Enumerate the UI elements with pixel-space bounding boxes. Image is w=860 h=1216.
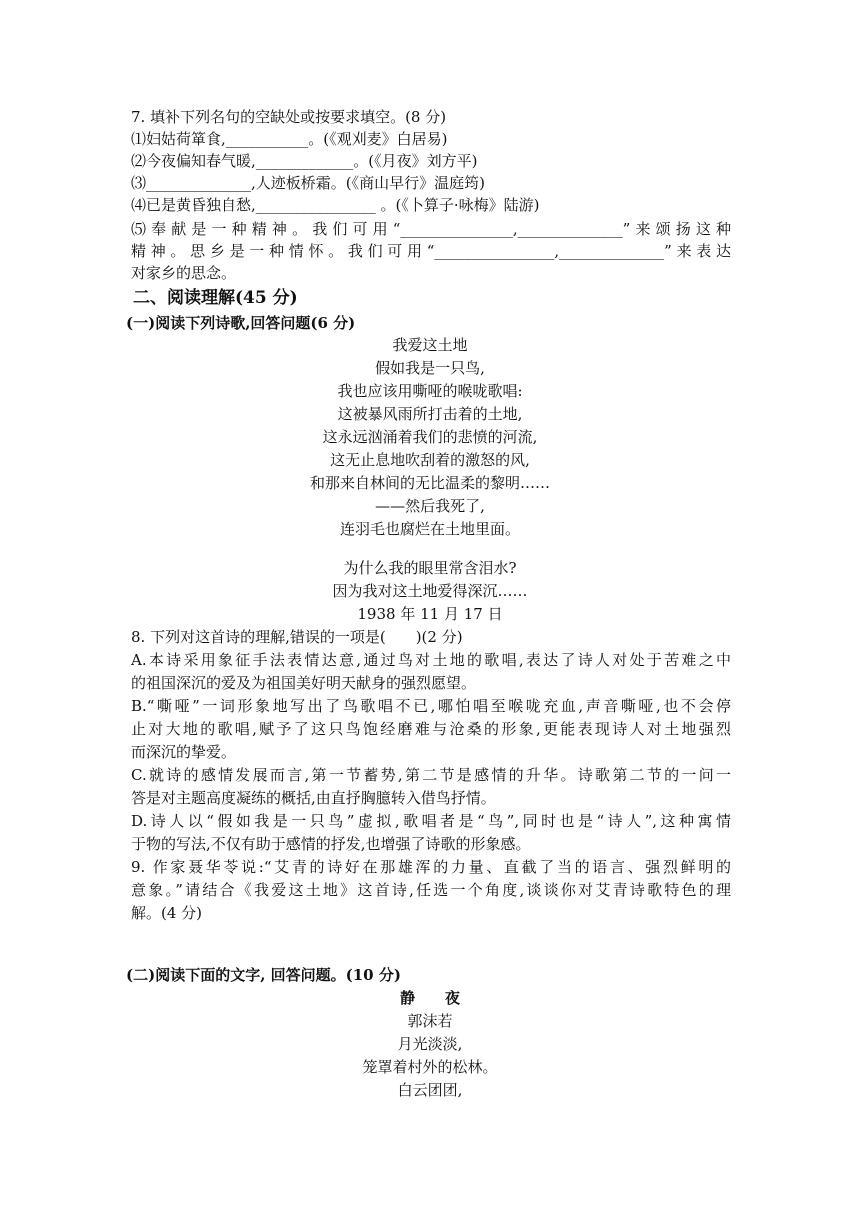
poem1-line: 因为我对这土地爱得深沉…… [332,582,528,600]
poem1-line: 这无止息地吹刮着的激怒的风, [330,451,530,469]
part1-heading: (一)阅读下列诗歌,回答问题(6 分) [126,314,356,332]
poem1-line: 为什么我的眼里常含泪水? [343,559,517,577]
q7-item-5-line-2: 精神。思乡是一种情怀。我们可用“________________,______________”来表达 [131,242,731,260]
q8-option-b: B.“嘶哑”一词形象地写出了鸟歌唱不已,哪怕唱至喉咙充血,声音嘶哑,也不会停 [131,697,731,715]
poem2-title: 静 夜 [399,989,460,1007]
q8-option-c-cont: 答是对主题高度凝练的概括,由直抒胸臆转入借鸟抒情。 [131,789,496,807]
q8-option-d: D.诗人以“假如我是一只鸟”虚拟,歌唱者是“鸟”,同时也是“诗人”,这种寓情 [131,812,731,830]
poem2-line: 笼罩着村外的松林。 [362,1058,498,1076]
poem2-line: 月光淡淡, [397,1035,463,1053]
q9-stem-cont: 意象。”请结合《我爱这土地》这首诗,任选一个角度,谈谈你对艾青诗歌特色的理 [131,881,731,899]
poem1-line: 我也应该用嘶哑的喉咙歌唱: [337,382,523,400]
q7-item-3: ⑶______________,人迹板桥霜。(《商山早行》温庭筠) [131,174,485,192]
poem1-line: 连羽毛也腐烂在土地里面。 [339,520,520,538]
poem1-title: 我爱这土地 [392,336,468,354]
q8-option-a: A.本诗采用象征手法表情达意,通过鸟对土地的歌唱,表达了诗人对处于苦难之中 [131,651,731,669]
poem1-line: ——然后我死了, [375,497,485,515]
q7-title: 7. 填补下列名句的空缺处或按要求填空。(8 分) [131,108,447,126]
poem2-author: 郭沫若 [407,1012,453,1030]
q7-item-4: ⑷已是黄昏独自愁,________________ 。(《卜算子·咏梅》陆游) [131,196,540,214]
section-heading: 二、阅读理解(45 分) [133,288,298,308]
poem1-line: 和那来自林间的无比温柔的黎明…… [309,474,550,492]
q7-item-5-line-1: ⑸奉献是一种精神。我们可用“_______________,______________”来颂扬这种 [131,220,731,238]
q8-option-b-cont: 止对大地的歌唱,赋予了这只鸟饱经磨难与沧桑的形象,更能表现诗人对土地强烈 [131,720,731,738]
q8-option-c: C.就诗的感情发展而言,第一节蓄势,第二节是感情的升华。诗歌第二节的一问一 [131,766,731,784]
q8-option-a-cont: 的祖国深沉的爱及为祖国美好明天献身的强烈愿望。 [131,674,477,692]
q7-item-5-line-3: 对家乡的思念。 [131,264,237,282]
poem1-date: 1938 年 11 月 17 日 [357,605,503,623]
q9-stem: 9. 作家聂华苓说:“艾青的诗好在那雄浑的力量、直截了当的语言、强烈鲜明的 [131,858,731,876]
q8-option-b-cont: 而深沉的挚爱。 [131,743,237,761]
poem1-line: 假如我是一只鸟, [375,359,485,377]
part2-heading: (二)阅读下面的文字, 回答问题。(10 分) [126,966,401,984]
q7-item-2: ⑵今夜偏知春气暖,_____________。(《月夜》刘方平) [131,152,478,170]
poem2-line: 白云团团, [397,1081,463,1099]
q8-stem: 8. 下列对这首诗的理解,错误的一项是( )(2 分) [131,628,463,646]
poem1-line: 这被暴风雨所打击着的土地, [337,405,523,423]
q7-item-1: ⑴妇姑荷箪食,___________。(《观刈麦》白居易) [131,130,448,148]
q9-stem-cont: 解。(4 分) [131,904,203,922]
poem1-line: 这永远汹涌着我们的悲愤的河流, [322,428,538,446]
q8-option-d-cont: 于物的写法,不仅有助于感情的抒发,也增强了诗歌的形象感。 [131,835,531,853]
